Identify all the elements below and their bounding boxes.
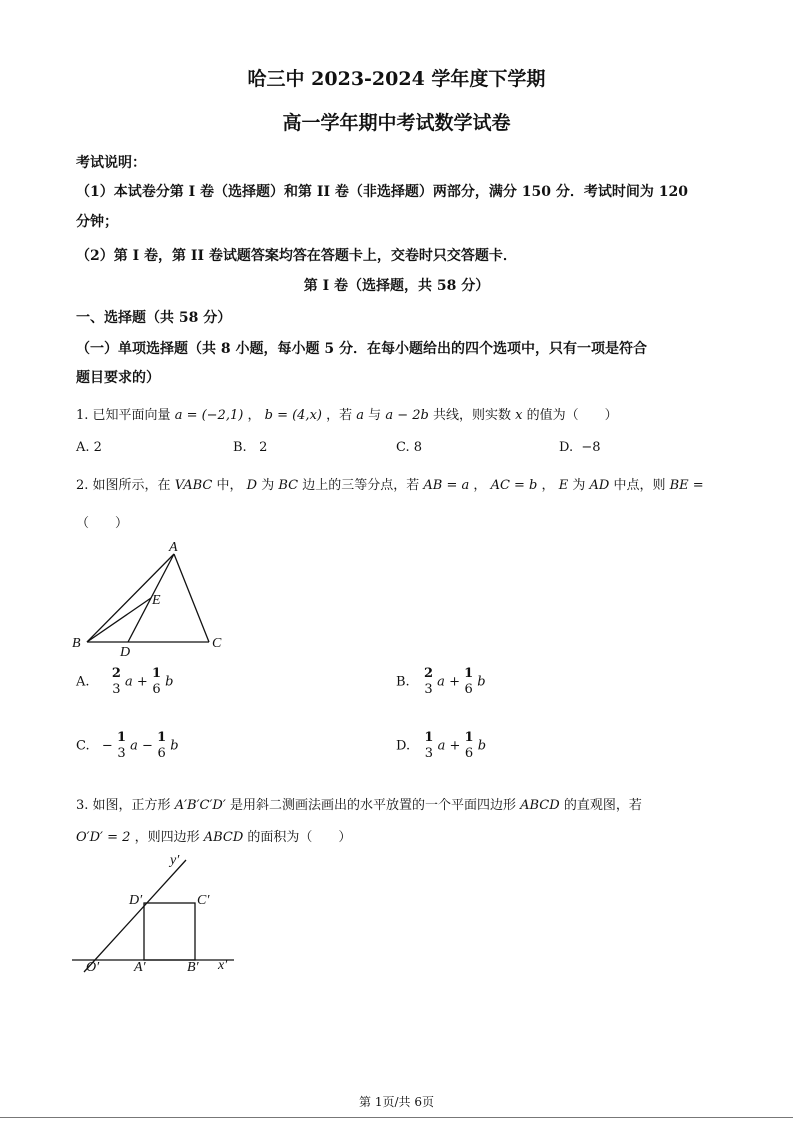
fraction-numerator: 1 bbox=[424, 730, 434, 745]
q1-option-c[interactable] bbox=[396, 440, 422, 455]
fraction-denominator: 6 bbox=[464, 682, 473, 697]
edge-ab bbox=[87, 554, 174, 642]
q3-math: ABCD bbox=[520, 798, 560, 813]
vector-a: a bbox=[130, 738, 138, 754]
q3-text: 的直观图，若 bbox=[563, 798, 642, 813]
q2-text: 中点，则 bbox=[613, 478, 666, 493]
segment-be bbox=[87, 598, 151, 642]
fraction-numerator: 1 bbox=[464, 730, 474, 745]
q1-math: a − 2b bbox=[385, 408, 429, 423]
q3-math: A′B′C′D′ bbox=[174, 798, 226, 813]
option-label: C. bbox=[396, 440, 410, 455]
fraction bbox=[424, 666, 433, 698]
option-text: 2 bbox=[259, 440, 268, 455]
vector-b: b bbox=[477, 674, 486, 690]
instruction-item-1: （1）本试卷分第 I 卷（选择题）和第 II 卷（非选择题）两部分，满分 150 分．考试时间为 120 bbox=[76, 184, 688, 200]
option-text: −8 bbox=[581, 440, 601, 455]
label-a-prime: A′ bbox=[134, 960, 146, 975]
label-c: C bbox=[212, 636, 222, 651]
q2-math: D bbox=[246, 478, 258, 493]
vector-b: b bbox=[477, 738, 487, 754]
q2-option-c[interactable] bbox=[76, 730, 179, 762]
fraction-numerator: 1 bbox=[116, 730, 126, 745]
q3-text: 是用斜二测画法画出的水平放置的一个平面四边形 bbox=[229, 798, 516, 813]
option-label: B. bbox=[396, 674, 410, 690]
label-d: D bbox=[120, 645, 131, 660]
option-text: 8 bbox=[413, 440, 423, 455]
q1-option-b[interactable] bbox=[233, 440, 267, 455]
vector-a: a bbox=[437, 674, 445, 690]
q1-text: ，若 bbox=[326, 408, 353, 423]
q1-option-a[interactable] bbox=[76, 440, 102, 455]
label-c-prime: C′ bbox=[197, 893, 210, 908]
fraction-denominator: 6 bbox=[152, 682, 161, 697]
q2-math: VABC bbox=[174, 478, 213, 493]
q2-text: ， bbox=[473, 478, 487, 493]
q2-math: AC = b bbox=[490, 478, 538, 493]
fraction bbox=[424, 730, 433, 762]
exam-title-line1: 哈三中 2023-2024 学年度下学期 bbox=[247, 68, 546, 90]
fraction-denominator: 3 bbox=[112, 682, 121, 697]
operator: + bbox=[449, 738, 461, 754]
fraction-numerator: 2 bbox=[111, 666, 121, 681]
option-label: A. bbox=[76, 674, 90, 690]
fraction bbox=[152, 666, 161, 698]
exam-title-line2: 高一学年期中考试数学试卷 bbox=[282, 112, 511, 134]
q2-text: 边上的三等分点，若 bbox=[302, 478, 420, 493]
operator: − bbox=[142, 738, 153, 754]
q2-math: AD bbox=[589, 478, 610, 493]
fraction-numerator: 1 bbox=[464, 666, 474, 681]
fraction-denominator: 6 bbox=[157, 746, 166, 761]
q1-math: a bbox=[356, 408, 365, 423]
q2-math: BE = bbox=[669, 478, 704, 493]
fraction-numerator: 1 bbox=[151, 666, 161, 681]
q3-text: ，则四边形 bbox=[134, 830, 200, 845]
q1-math: x bbox=[515, 408, 523, 423]
fraction-denominator: 3 bbox=[117, 746, 126, 761]
question-3-stem bbox=[76, 794, 642, 813]
fraction-denominator: 6 bbox=[464, 746, 474, 761]
page-number: 第 1页/共 6页 bbox=[359, 1095, 434, 1109]
q3-oblique-figure bbox=[66, 850, 246, 980]
fraction bbox=[464, 666, 473, 698]
question-2-stem bbox=[76, 474, 704, 493]
q2-option-a[interactable] bbox=[76, 666, 173, 698]
q1-text: 1. 已知平面向量 bbox=[76, 408, 171, 423]
fraction bbox=[117, 730, 126, 762]
part-title: 一、选择题（共 58 分） bbox=[76, 310, 232, 326]
vector-b: b bbox=[170, 738, 179, 754]
subsection-title-cont: 题目要求的） bbox=[76, 370, 160, 386]
vector-b: b bbox=[165, 674, 174, 690]
q3-text: 3. 如图，正方形 bbox=[76, 798, 171, 813]
label-b-prime: B′ bbox=[187, 960, 199, 975]
label-d-prime: D′ bbox=[129, 893, 143, 908]
q2-text: 为 bbox=[261, 478, 275, 493]
label-x-axis: x′ bbox=[218, 958, 228, 973]
instruction-item-2: （2）第 I 卷，第 II 卷试题答案均答在答题卡上，交卷时只交答题卡． bbox=[76, 248, 517, 264]
q2-triangle-figure bbox=[66, 538, 236, 660]
q3-math: O′D′ = 2 bbox=[76, 830, 131, 845]
q2-text: 2. 如图所示，在 bbox=[76, 478, 171, 493]
q1-vector-b: b = (4,x) bbox=[264, 408, 322, 423]
fraction bbox=[465, 730, 474, 762]
q1-vector-a: a = (−2,1) bbox=[174, 408, 244, 423]
q2-text: ， bbox=[541, 478, 555, 493]
q1-text: ， bbox=[247, 408, 261, 423]
q2-text: 中， bbox=[216, 478, 243, 493]
fraction-denominator: 3 bbox=[424, 746, 434, 761]
q1-text: 的值为（ ） bbox=[526, 408, 618, 423]
instructions-heading: 考试说明： bbox=[76, 155, 146, 171]
fraction-denominator: 3 bbox=[424, 682, 433, 697]
q1-text: 共线，则实数 bbox=[432, 408, 511, 423]
q3-math: ABCD bbox=[203, 830, 244, 845]
edge-ac bbox=[174, 554, 209, 642]
option-label: D. bbox=[396, 738, 411, 754]
subsection-title: （一）单项选择题（共 8 小题，每小题 5 分．在每小题给出的四个选项中，只有一项是符合 bbox=[76, 341, 647, 357]
vector-a: a bbox=[437, 738, 446, 754]
q2-math: BC bbox=[278, 478, 299, 493]
option-label: A. bbox=[76, 440, 90, 455]
volume-title: 第 I 卷（选择题，共 58 分） bbox=[303, 278, 490, 294]
option-text: 2 bbox=[93, 440, 102, 455]
option-label: C. bbox=[76, 738, 90, 754]
label-b: B bbox=[72, 636, 81, 651]
q3-text: 的面积为（ ） bbox=[247, 830, 352, 845]
option-label: D. bbox=[559, 440, 574, 455]
q2-answer-blank: （ ） bbox=[76, 516, 129, 531]
operator: + bbox=[449, 674, 460, 690]
instruction-item-1-cont: 分钟； bbox=[76, 214, 118, 230]
fraction bbox=[112, 666, 121, 698]
bottom-rule bbox=[0, 1117, 793, 1118]
q1-option-d[interactable] bbox=[559, 440, 601, 455]
q2-math: AB = a bbox=[423, 478, 470, 493]
option-label: B. bbox=[233, 440, 247, 455]
q2-math: E bbox=[558, 478, 569, 493]
option-sign: − bbox=[101, 738, 113, 754]
y-axis bbox=[84, 860, 186, 972]
square-a-b-c-d bbox=[144, 903, 195, 960]
question-1-stem bbox=[76, 404, 618, 423]
operator: + bbox=[136, 674, 148, 690]
label-o-prime: O′ bbox=[86, 960, 100, 975]
q2-option-b[interactable] bbox=[396, 666, 486, 698]
fraction bbox=[157, 730, 166, 762]
q2-option-d[interactable] bbox=[396, 730, 486, 762]
vector-a: a bbox=[125, 674, 133, 690]
label-y-axis: y′ bbox=[170, 853, 180, 868]
q2-text: 为 bbox=[572, 478, 586, 493]
label-a: A bbox=[169, 540, 178, 555]
question-3-stem-cont bbox=[76, 826, 351, 845]
fraction-numerator: 2 bbox=[423, 666, 434, 681]
fraction-numerator: 1 bbox=[157, 730, 167, 745]
label-e: E bbox=[152, 593, 161, 608]
q1-text: 与 bbox=[368, 408, 382, 423]
